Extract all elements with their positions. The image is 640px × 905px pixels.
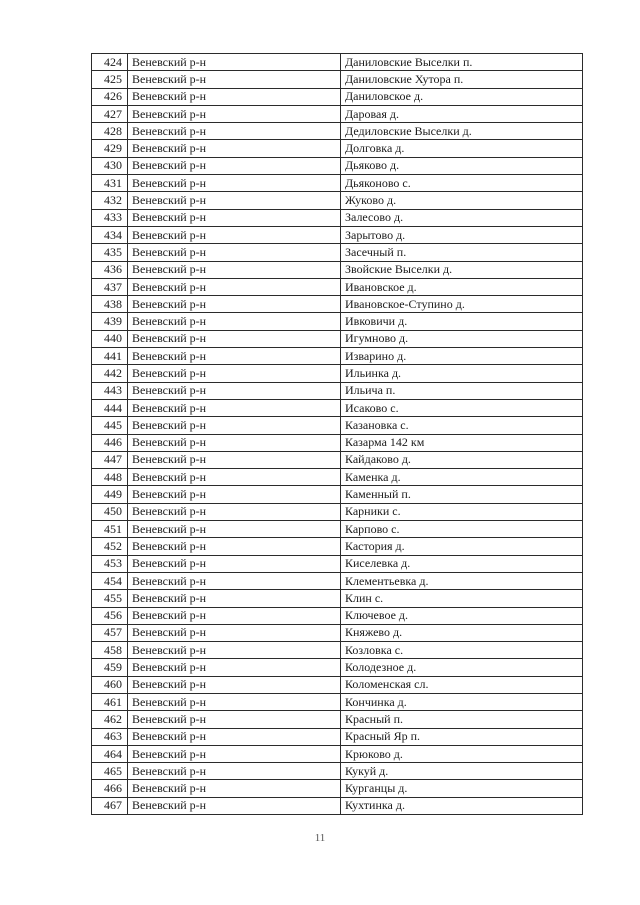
district-cell: Веневский р-н: [128, 607, 341, 624]
district-cell: Веневский р-н: [128, 88, 341, 105]
row-number-cell: 424: [92, 54, 128, 71]
row-number-cell: 437: [92, 278, 128, 295]
row-number-cell: 431: [92, 175, 128, 192]
settlement-cell: Казарма 142 км: [341, 434, 583, 451]
settlement-cell: Зарытово д.: [341, 226, 583, 243]
row-number-cell: 459: [92, 659, 128, 676]
settlement-cell: Казановка с.: [341, 417, 583, 434]
table-row: [92, 607, 583, 624]
table-row: [92, 296, 583, 313]
table-row: [92, 71, 583, 88]
table-row: [92, 209, 583, 226]
settlement-cell: Киселевка д.: [341, 555, 583, 572]
table-row: [92, 503, 583, 520]
table-row: [92, 105, 583, 122]
row-number-cell: 465: [92, 763, 128, 780]
district-cell: Веневский р-н: [128, 572, 341, 589]
row-number-cell: 444: [92, 399, 128, 416]
row-number-cell: 428: [92, 123, 128, 140]
settlement-cell: Клин с.: [341, 590, 583, 607]
district-cell: Веневский р-н: [128, 192, 341, 209]
district-cell: Веневский р-н: [128, 365, 341, 382]
table-row: [92, 676, 583, 693]
district-cell: Веневский р-н: [128, 157, 341, 174]
row-number-cell: 463: [92, 728, 128, 745]
settlement-cell: Кухтинка д.: [341, 797, 583, 814]
row-number-cell: 433: [92, 209, 128, 226]
settlement-cell: Княжево д.: [341, 624, 583, 641]
district-cell: Веневский р-н: [128, 71, 341, 88]
settlement-cell: Даниловское д.: [341, 88, 583, 105]
table-row: [92, 313, 583, 330]
settlement-cell: Колодезное д.: [341, 659, 583, 676]
table-row: [92, 659, 583, 676]
settlement-cell: Крюково д.: [341, 745, 583, 762]
row-number-cell: 460: [92, 676, 128, 693]
row-number-cell: 443: [92, 382, 128, 399]
settlement-cell: Ивковичи д.: [341, 313, 583, 330]
row-number-cell: 442: [92, 365, 128, 382]
settlement-cell: Дьяково д.: [341, 157, 583, 174]
settlements-table: [91, 53, 583, 815]
district-cell: Веневский р-н: [128, 642, 341, 659]
settlement-cell: Коломенская сл.: [341, 676, 583, 693]
district-cell: Веневский р-н: [128, 226, 341, 243]
district-cell: Веневский р-н: [128, 503, 341, 520]
table-row: [92, 693, 583, 710]
settlement-cell: Кончинка д.: [341, 693, 583, 710]
table-row: [92, 226, 583, 243]
row-number-cell: 426: [92, 88, 128, 105]
settlement-cell: Даниловские Выселки п.: [341, 54, 583, 71]
settlement-cell: Исаково с.: [341, 399, 583, 416]
table-row: [92, 763, 583, 780]
table-row: [92, 555, 583, 572]
row-number-cell: 453: [92, 555, 128, 572]
row-number-cell: 436: [92, 261, 128, 278]
settlement-cell: Долговка д.: [341, 140, 583, 157]
settlement-cell: Дьяконово с.: [341, 175, 583, 192]
table-row: [92, 54, 583, 71]
district-cell: Веневский р-н: [128, 348, 341, 365]
district-cell: Веневский р-н: [128, 486, 341, 503]
settlement-cell: Ключевое д.: [341, 607, 583, 624]
table-row: [92, 797, 583, 814]
row-number-cell: 454: [92, 572, 128, 589]
table-row: [92, 175, 583, 192]
district-cell: Веневский р-н: [128, 140, 341, 157]
district-cell: Веневский р-н: [128, 745, 341, 762]
settlement-cell: Каменный п.: [341, 486, 583, 503]
table-row: [92, 486, 583, 503]
district-cell: Веневский р-н: [128, 313, 341, 330]
district-cell: Веневский р-н: [128, 555, 341, 572]
district-cell: Веневский р-н: [128, 330, 341, 347]
table-row: [92, 572, 583, 589]
row-number-cell: 439: [92, 313, 128, 330]
table-row: [92, 330, 583, 347]
table-row: [92, 434, 583, 451]
district-cell: Веневский р-н: [128, 54, 341, 71]
table-row: [92, 469, 583, 486]
settlement-cell: Карпово с.: [341, 521, 583, 538]
table-row: [92, 399, 583, 416]
district-cell: Веневский р-н: [128, 659, 341, 676]
row-number-cell: 456: [92, 607, 128, 624]
row-number-cell: 427: [92, 105, 128, 122]
district-cell: Веневский р-н: [128, 417, 341, 434]
table-row: [92, 261, 583, 278]
row-number-cell: 449: [92, 486, 128, 503]
settlements-table-body: [92, 54, 583, 815]
row-number-cell: 464: [92, 745, 128, 762]
row-number-cell: 432: [92, 192, 128, 209]
settlement-cell: Даниловские Хутора п.: [341, 71, 583, 88]
row-number-cell: 438: [92, 296, 128, 313]
district-cell: Веневский р-н: [128, 469, 341, 486]
table-row: [92, 417, 583, 434]
row-number-cell: 466: [92, 780, 128, 797]
settlement-cell: Красный Яр п.: [341, 728, 583, 745]
district-cell: Веневский р-н: [128, 296, 341, 313]
district-cell: Веневский р-н: [128, 521, 341, 538]
settlement-cell: Курганцы д.: [341, 780, 583, 797]
settlement-cell: Ильича п.: [341, 382, 583, 399]
table-row: [92, 711, 583, 728]
row-number-cell: 435: [92, 244, 128, 261]
row-number-cell: 462: [92, 711, 128, 728]
district-cell: Веневский р-н: [128, 711, 341, 728]
row-number-cell: 457: [92, 624, 128, 641]
settlement-cell: Изварино д.: [341, 348, 583, 365]
district-cell: Веневский р-н: [128, 123, 341, 140]
district-cell: Веневский р-н: [128, 209, 341, 226]
district-cell: Веневский р-н: [128, 797, 341, 814]
row-number-cell: 448: [92, 469, 128, 486]
row-number-cell: 467: [92, 797, 128, 814]
settlement-cell: Ивановское-Ступино д.: [341, 296, 583, 313]
settlement-cell: Залесово д.: [341, 209, 583, 226]
table-row: [92, 244, 583, 261]
district-cell: Веневский р-н: [128, 434, 341, 451]
settlement-cell: Жуково д.: [341, 192, 583, 209]
settlement-cell: Ивановское д.: [341, 278, 583, 295]
table-row: [92, 451, 583, 468]
table-row: [92, 590, 583, 607]
page-number: 11: [314, 832, 326, 844]
table-row: [92, 728, 583, 745]
table-row: [92, 642, 583, 659]
district-cell: Веневский р-н: [128, 244, 341, 261]
settlement-cell: Каменка д.: [341, 469, 583, 486]
settlement-cell: Кукуй д.: [341, 763, 583, 780]
row-number-cell: 434: [92, 226, 128, 243]
row-number-cell: 450: [92, 503, 128, 520]
row-number-cell: 458: [92, 642, 128, 659]
district-cell: Веневский р-н: [128, 451, 341, 468]
district-cell: Веневский р-н: [128, 693, 341, 710]
district-cell: Веневский р-н: [128, 780, 341, 797]
settlement-cell: Красный п.: [341, 711, 583, 728]
table-row: [92, 123, 583, 140]
district-cell: Веневский р-н: [128, 590, 341, 607]
settlement-cell: Козловка с.: [341, 642, 583, 659]
table-row: [92, 157, 583, 174]
district-cell: Веневский р-н: [128, 399, 341, 416]
row-number-cell: 445: [92, 417, 128, 434]
row-number-cell: 441: [92, 348, 128, 365]
table-row: [92, 538, 583, 555]
row-number-cell: 440: [92, 330, 128, 347]
row-number-cell: 425: [92, 71, 128, 88]
table-row: [92, 192, 583, 209]
settlement-cell: Кайдаково д.: [341, 451, 583, 468]
settlement-cell: Звойские Выселки д.: [341, 261, 583, 278]
district-cell: Веневский р-н: [128, 105, 341, 122]
district-cell: Веневский р-н: [128, 278, 341, 295]
table-row: [92, 365, 583, 382]
settlement-cell: Карники с.: [341, 503, 583, 520]
row-number-cell: 429: [92, 140, 128, 157]
row-number-cell: 446: [92, 434, 128, 451]
table-row: [92, 140, 583, 157]
district-cell: Веневский р-н: [128, 382, 341, 399]
district-cell: Веневский р-н: [128, 175, 341, 192]
district-cell: Веневский р-н: [128, 676, 341, 693]
district-cell: Веневский р-н: [128, 261, 341, 278]
settlement-cell: Кастория д.: [341, 538, 583, 555]
row-number-cell: 430: [92, 157, 128, 174]
table-row: [92, 745, 583, 762]
table-row: [92, 278, 583, 295]
settlement-cell: Даровая д.: [341, 105, 583, 122]
row-number-cell: 452: [92, 538, 128, 555]
settlement-cell: Ильинка д.: [341, 365, 583, 382]
row-number-cell: 447: [92, 451, 128, 468]
table-row: [92, 348, 583, 365]
settlement-cell: Дедиловские Выселки д.: [341, 123, 583, 140]
table-row: [92, 521, 583, 538]
settlement-cell: Клементьевка д.: [341, 572, 583, 589]
table-row: [92, 780, 583, 797]
table-row: [92, 624, 583, 641]
settlement-cell: Засечный п.: [341, 244, 583, 261]
district-cell: Веневский р-н: [128, 728, 341, 745]
row-number-cell: 451: [92, 521, 128, 538]
district-cell: Веневский р-н: [128, 624, 341, 641]
district-cell: Веневский р-н: [128, 763, 341, 780]
row-number-cell: 461: [92, 693, 128, 710]
table-row: [92, 382, 583, 399]
district-cell: Веневский р-н: [128, 538, 341, 555]
table-row: [92, 88, 583, 105]
row-number-cell: 455: [92, 590, 128, 607]
settlement-cell: Игумново д.: [341, 330, 583, 347]
